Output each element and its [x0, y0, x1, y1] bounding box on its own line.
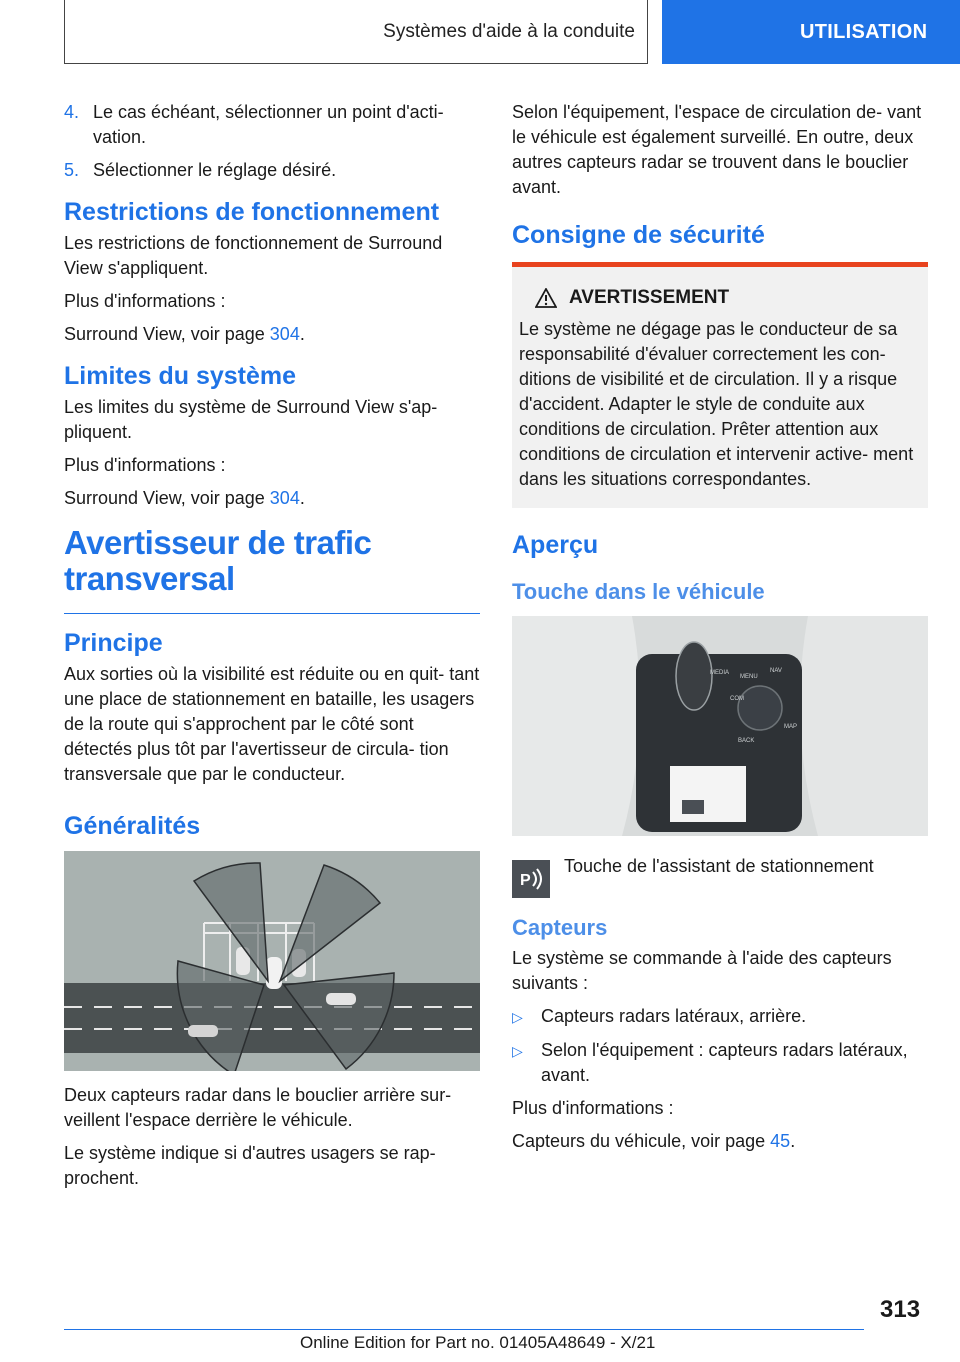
- step-5: [64, 158, 480, 183]
- safety-heading: Consigne de sécurité: [512, 221, 765, 249]
- sensors-heading: Capteurs: [512, 915, 608, 940]
- limits-body: Les limites du système de Surround View s'ap‐ pliquent.: [64, 397, 438, 442]
- left-column: [64, 100, 480, 1199]
- header-section-title: [64, 0, 648, 64]
- restrictions-heading: Restrictions de fonctionnement: [64, 198, 440, 226]
- button-subheading: Touche dans le véhicule: [512, 579, 765, 604]
- chapter-title-line-2: transversal: [64, 560, 235, 597]
- console-label-media: MEDIA: [710, 670, 730, 676]
- overview-heading: Aperçu: [512, 531, 599, 559]
- intro-paragraph: Selon l'équipement, l'espace de circulation de‐ vant le véhicule est également surveillé. En outre, deux autres capteurs radar se trouvent dans le bouclier avant.: [512, 102, 922, 197]
- restrictions-ref: [64, 322, 480, 347]
- page-number: 313: [880, 1296, 921, 1323]
- bullet-triangle-icon: ▷: [512, 1043, 523, 1059]
- sensors-more: Plus d'informations :: [512, 1098, 674, 1118]
- ref-end: .: [299, 488, 305, 508]
- step-number: 5.: [64, 160, 80, 180]
- limits-heading: Limites du système: [64, 362, 297, 390]
- list-item-text: Selon l'équipement : capteurs radars latéraux, avant.: [541, 1040, 908, 1085]
- page-link-45[interactable]: 45: [770, 1131, 791, 1151]
- general-paragraph-1: Deux capteurs radar dans le bouclier arrière sur‐ veillent l'espace derrière le véhicule.: [64, 1085, 452, 1130]
- ref-text: Surround View, voir page: [64, 488, 270, 508]
- limits-more: Plus d'informations :: [64, 455, 226, 475]
- chapter-divider: [64, 613, 480, 614]
- ref-text: Surround View, voir page: [64, 324, 270, 344]
- sensors-ref: [512, 1129, 928, 1154]
- center-console-photo: [512, 616, 928, 836]
- button-legend: [512, 852, 928, 898]
- header-tab[interactable]: [662, 0, 960, 64]
- warning-triangle-icon: [535, 288, 557, 308]
- warning-text: Le système ne dégage pas le conducteur de sa responsabilité d'évaluer correctement les con‐ ditions de visibilité et de circulation. Il y a risque d'accident. Adapter le style de conduite aux conditions de circulation. Prêter attention aux conditions de circulation et intervenir active‐ ment dans les situations correspondantes.: [519, 319, 914, 489]
- warning-label: AVERTISSEMENT: [569, 287, 730, 308]
- right-column: [512, 100, 928, 1162]
- console-label-back: BACK: [738, 738, 755, 744]
- chapter-title: [64, 525, 480, 597]
- general-paragraph-2: Le système indique si d'autres usagers se rap‐ prochent.: [64, 1143, 436, 1188]
- radar-coverage-illustration: [64, 851, 480, 1071]
- sensors-body: Le système se commande à l'aide des capteurs suivants :: [512, 948, 892, 993]
- warning-box: [512, 262, 928, 508]
- console-label-menu: MENU: [740, 674, 758, 680]
- svg-text:P: P: [520, 872, 531, 889]
- console-label-map: MAP: [784, 724, 798, 730]
- limits-ref: [64, 486, 480, 511]
- step-4: [64, 100, 480, 150]
- step-number: 4.: [64, 102, 80, 122]
- principle-body: Aux sorties où la visibilité est réduite ou en quit‐ tant une place de stationnement en bataille, les usagers de la route qui s'approchent par le côté sont détectés plus tôt par l'avertisseur de circula‐ tion transversale que par le conducteur.: [64, 664, 480, 784]
- list-item: [512, 1038, 928, 1088]
- warning-title: [519, 287, 921, 309]
- console-label-nav: NAV: [770, 668, 782, 674]
- principle-heading: Principe: [64, 629, 163, 657]
- ref-end: .: [299, 324, 305, 344]
- restrictions-body: Les restrictions de fonctionnement de Surround View s'appliquent.: [64, 233, 443, 278]
- page-link-304[interactable]: 304: [269, 488, 300, 508]
- list-item: [512, 1004, 928, 1030]
- footer-edition: Online Edition for Part no. 01405A48649 - X/21: [300, 1333, 656, 1352]
- footer-divider: [64, 1329, 864, 1330]
- step-text: Le cas échéant, sélectionner un point d'acti‐ vation.: [93, 102, 444, 147]
- page-link-304[interactable]: 304: [269, 324, 300, 344]
- chapter-title-line-1: Avertisseur de trafic: [64, 524, 372, 561]
- parking-assistant-icon: [512, 860, 550, 898]
- restrictions-more: Plus d'informations :: [64, 291, 226, 311]
- ref-text: Capteurs du véhicule, voir page: [512, 1131, 771, 1151]
- header-tab-label: UTILISATION: [800, 20, 928, 43]
- ref-end: .: [790, 1131, 796, 1151]
- bullet-triangle-icon: ▷: [512, 1009, 523, 1025]
- list-item-text: Capteurs radars latéraux, arrière.: [541, 1006, 807, 1026]
- general-heading: Généralités: [64, 812, 201, 840]
- button-caption: Touche de l'assistant de stationnement: [564, 856, 874, 876]
- step-text: Sélectionner le réglage désiré.: [93, 160, 337, 180]
- console-label-com: COM: [730, 696, 744, 702]
- header-section-label: Systèmes d'aide à la conduite: [383, 20, 635, 42]
